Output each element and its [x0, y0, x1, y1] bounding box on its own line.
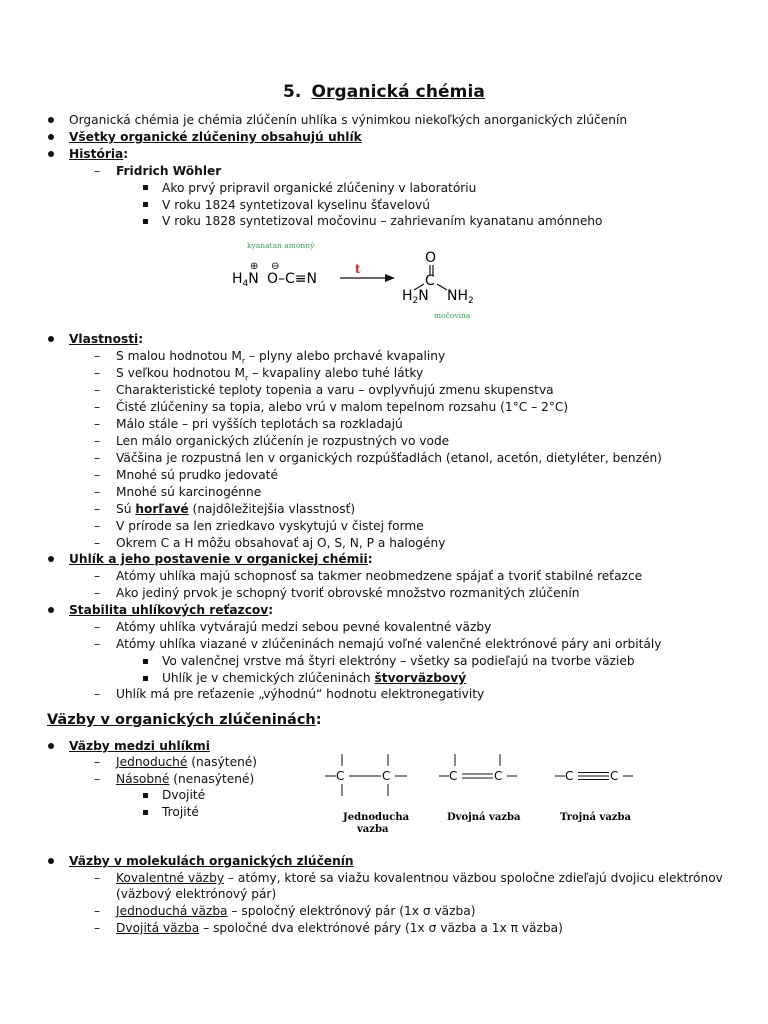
square-bullet [143, 219, 148, 224]
property-item: S malou hodnotou $M_r$ – plyny alebo prchavé kvapaliny [116, 349, 446, 366]
property-item: Väčšina je rozpustná len v organických rozpúšťadlách (etanol, acetón, dietyléter, benzén) [116, 451, 662, 465]
bullet [48, 556, 54, 562]
bullet [48, 117, 54, 123]
square-bullet [143, 810, 148, 815]
product-right: $NH_2$ [447, 288, 474, 306]
properties-heading: Vlastnosti: [69, 332, 144, 346]
svg-text:C: C [610, 769, 619, 783]
triple-bond-label: Trojná vazba [560, 812, 631, 823]
title-number: 5. [282, 82, 302, 102]
title-text: Organická chémia [311, 82, 485, 102]
square-bullet [143, 202, 148, 207]
history-heading: História: [69, 147, 129, 161]
molecule-bond-2: Jednoduchá väzba – spoločný elektrónový pár (1x σ väzba) [116, 904, 476, 918]
molecule-bonds-heading: Väzby v molekulách organických zlúčenín [69, 854, 354, 868]
reaction-arrowhead [385, 274, 395, 282]
product-c: C [425, 273, 435, 289]
bullet [48, 134, 54, 140]
product-label: močovina [434, 311, 471, 320]
molecule-bond-1: Kovalentné väzby – atómy, ktoré sa viažu kovalentnou väzbou spoločne zdieľajú dvojicu elektrónov [116, 871, 723, 885]
carbon-bonds-diagram [325, 748, 645, 838]
property-item: Okrem C a H môžu obsahovať aj O, S, N, P a halogény [116, 536, 446, 550]
bullet [48, 858, 54, 864]
molecule-bond-3: Dvojitá väzba – spoločné dva elektrónové páry (1x σ väzba a 1x π väzba) [116, 921, 563, 935]
bullet [48, 607, 54, 613]
bullet [48, 743, 54, 749]
molecule-bond-1-cont: (väzbový elektrónový pár) [116, 887, 277, 901]
carbon-heading: Uhlík a jeho postavenie v organickej chémii: [69, 552, 373, 566]
history-fact-1: Ako prvý pripravil organické zlúčeniny v laboratóriu [162, 181, 477, 195]
carbon-item-1: Atómy uhlíka majú schopnosť sa takmer neobmedzene spájať a tvoriť stabilné reťazce [116, 569, 643, 583]
carbon-item-2: Ako jediný prvok je schopný tvoriť obrovské množstvo rozmanitých zlúčenín [116, 586, 580, 600]
bullet [48, 151, 54, 157]
bullet [48, 336, 54, 342]
property-item: Len málo organických zlúčenín je rozpustných vo vode [116, 434, 450, 448]
plus-charge: ⊕ [250, 261, 259, 272]
stability-last: Uhlík má pre reťazenie „výhodnú“ hodnotu elektronegativity [116, 687, 485, 701]
stability-heading: Stabilita uhlíkových reťazcov: [69, 603, 274, 617]
property-item: S veľkou hodnotou $M_r$ – kvapaliny alebo tuhé látky [116, 366, 424, 383]
history-fact-2: V roku 1824 syntetizoval kyselinu šťavelovú [162, 198, 430, 212]
property-item: Mnohé sú karcinogénne [116, 485, 262, 499]
product-left: $H_2N$ [402, 288, 429, 306]
double-bond-item: Dvojité [162, 788, 206, 802]
intro-line-1: Organická chémia je chémia zlúčenín uhlíka s výnimkou niekoľkých anorganických zlúčenín [69, 113, 628, 127]
minus-charge: ⊖ [271, 261, 280, 272]
stability-sub-2: Uhlík je v chemických zlúčeninách štvorväzbový [162, 671, 467, 685]
svg-text:C: C [565, 769, 574, 783]
svg-text:C: C [494, 769, 503, 783]
bonds-section-heading: Väzby v organických zlúčeninách: [47, 712, 322, 728]
single-bond-structure [325, 754, 407, 796]
square-bullet [143, 659, 148, 664]
document-page: 5. Organická chémia Organická chémia je chémia zlúčenín uhlíka s výnimkou niekoľkých anorganických zlúčenín Všetky organické zlúčeniny obsahujú uhlík História: – Fridrich Wöhler Ako prvý pripravil organické zlúčeniny v laboratóriu V roku 1824 syntetizoval kyselinu šťavelovú V roku 1828 syntetizoval močovinu – zahrievaním kyanatanu amónneho kyanatan amonný ⊕ ⊖ $H_4N$ O–C≡N t O C $H_2N$ $NH_2$ močovina Vlastnosti: – S malou hodnotou $M_r$ – plyny alebo prchavé kvapaliny – S veľkou hodnotou $M_r$ – kvapaliny alebo tuhé látky – Charakteristické teploty topenia a varu – ovplyvňujú zmenu skupenstva – Čisté zlúčeniny sa topia, alebo vrú v malom tepelnom rozsahu (1°C – 2°C) – Málo stále – pri vyšších teplotách sa rozkladajú – Len málo organických zlúčenín je rozpustných vo vode – Väčšina je rozpustná len v organických rozpúšťadlách (etanol, acetón, dietyléter, benzén) – Mnohé sú prudko jedovaté – Mnohé sú karcinogénne – Sú horľavé (najdôležitejšia vlasstnosť) – V prírode sa len zriedkavo vyskytujú v čistej forme – Okrem C a H môžu obsahovať aj O, S, N, P a halogény Uhlík a jeho postavenie v organickej chémii: – Atómy uhlíka majú schopnosť sa takmer neobmedzene spájať a tvoriť stabilné reťazce – Ako jediný prvok je schopný tvoriť obrovské množstvo rozmanitých zlúčenín Stabilita uhlíkových reťazcov: – Atómy uhlíka vytvárajú medzi sebou pevné kovalentné väzby – Atómy uhlíka viazané v zlúčeninách nemajú voľné valenčné elektrónové páry ani orbitály Vo valenčnej vrstve má štyri elektróny – všetky sa podieľajú na tvorbe väzieb Uhlík je v chemických zlúčeninách štvorväzbový – Uhlík má pre reťazenie „výhodnú“ hodnotu elektronegativity Väzby v organických zlúčeninách: Väzby medzi uhlíkmi – Jednoduché (nasýtené) – Násobné (nenasýtené) Dvojité Trojité C C C C C C Jednoducha vazba Dvojná vazba Trojná vazba Väzby v molekulách organických zlúčenín – Kovalentné väzby – atómy, ktoré sa viažu kovalentnou väzbou spoločne zdieľajú dvojicu elektrónov (väzbový elektrónový pár) – Jednoduchá väzba – spoločný elektrónový pár (1x σ väzba) – Dvojitá väzba – spoločné dva elektrónové páry (1x σ väzba a 1x π väzba) [0, 0, 768, 1024]
square-bullet [143, 185, 148, 190]
page-title [0, 82, 768, 102]
reactant-anion: O–C≡N [267, 271, 317, 287]
history-person: Fridrich Wöhler [116, 164, 222, 178]
property-item: Charakteristické teploty topenia a varu – ovplyvňujú zmenu skupenstva [116, 383, 554, 397]
svg-text:C: C [382, 769, 391, 783]
product-o: O [425, 250, 437, 266]
carbon-bonds-heading: Väzby medzi uhlíkmi [69, 739, 210, 753]
urea-synthesis-reaction-diagram [225, 238, 505, 324]
stability-item-1: Atómy uhlíka vytvárajú medzi sebou pevné kovalentné väzby [116, 620, 492, 634]
single-bonds: Jednoduché (nasýtené) [116, 755, 258, 769]
stability-sub-1: Vo valenčnej vrstve má štyri elektróny – všetky sa podieľajú na tvorbe väzieb [162, 654, 635, 668]
reactant-label: kyanatan amonný [247, 241, 315, 250]
property-item: V prírode sa len zriedkavo vyskytujú v čistej forme [116, 519, 424, 533]
square-bullet [143, 793, 148, 798]
property-item: Sú horľavé (najdôležitejšia vlasstnosť) [116, 502, 356, 516]
multiple-bonds: Násobné (nenasýtené) [116, 772, 255, 786]
property-item: Mnohé sú prudko jedovaté [116, 468, 278, 482]
triple-bond-item: Trojité [162, 805, 199, 819]
single-bond-label-1: Jednoducha [343, 812, 410, 823]
double-bond-label: Dvojná vazba [447, 812, 521, 823]
reactant-cation: $H_4N$ [232, 271, 259, 289]
stability-item-2: Atómy uhlíka viazané v zlúčeninách nemajú voľné valenčné elektrónové páry ani orbitály [116, 637, 662, 651]
condition-t: t [355, 262, 361, 276]
single-bond-label-2: vazba [357, 824, 389, 835]
square-bullet [143, 676, 148, 681]
intro-line-2: Všetky organické zlúčeniny obsahujú uhlík [69, 130, 362, 144]
double-bond-structure [439, 754, 517, 783]
svg-text:C: C [449, 769, 458, 783]
history-fact-3: V roku 1828 syntetizoval močovinu – zahrievaním kyanatanu amónneho [162, 214, 603, 228]
property-item: Málo stále – pri vyšších teplotách sa rozkladajú [116, 417, 403, 431]
triple-bond-structure [555, 769, 633, 783]
svg-text:C: C [336, 769, 345, 783]
property-item: Čisté zlúčeniny sa topia, alebo vrú v malom tepelnom rozsahu (1°C – 2°C) [116, 400, 569, 414]
